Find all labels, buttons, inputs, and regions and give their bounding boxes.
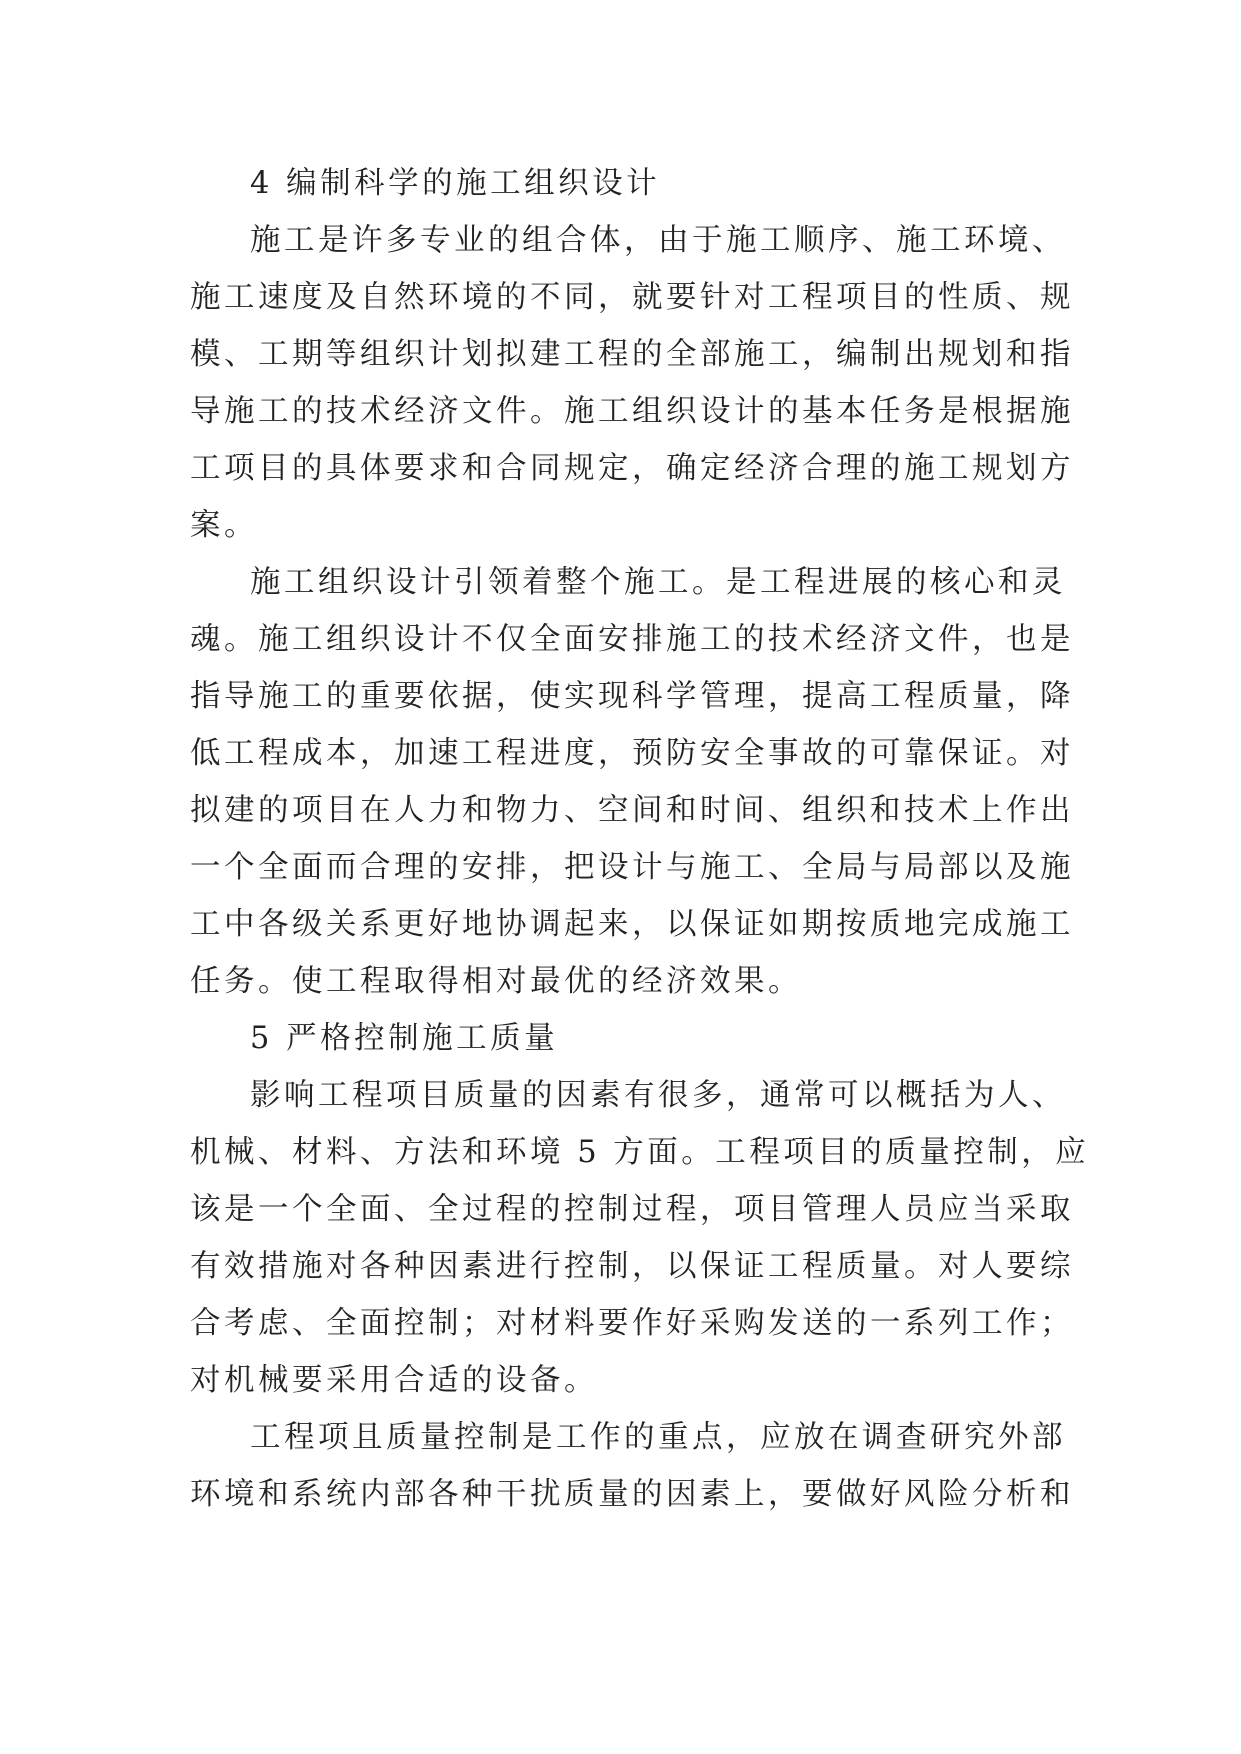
section-4-paragraph-2	[190, 554, 1074, 1010]
paragraph-line: 合考虑、全面控制；对材料要作好采购发送的一系列工作；	[190, 1306, 1074, 1341]
paragraph-line: 施工组织设计引领着整个施工。是工程进展的核心和灵	[250, 565, 1066, 600]
paragraph-line: 导施工的技术经济文件。施工组织设计的基本任务是根据施	[190, 394, 1074, 429]
paragraph-line: 案。	[190, 508, 258, 543]
paragraph-line: 施工是许多专业的组合体，由于施工顺序、施工环境、	[250, 223, 1066, 258]
section-5-paragraph-1	[190, 1067, 1090, 1409]
paragraph-line: 有效措施对各种因素进行控制，以保证工程质量。对人要综	[190, 1249, 1074, 1284]
paragraph-line: 该是一个全面、全过程的控制过程，项目管理人员应当采取	[190, 1192, 1074, 1227]
section-5-paragraph-2	[190, 1409, 1074, 1523]
paragraph-line: 工中各级关系更好地协调起来，以保证如期按质地完成施工	[190, 907, 1074, 942]
paragraph-line: 低工程成本，加速工程进度，预防安全事故的可靠保证。对	[190, 736, 1074, 771]
section-4-heading: 4 编制科学的施工组织设计	[250, 166, 661, 201]
paragraph-line: 指导施工的重要依据，使实现科学管理，提高工程质量，降	[190, 679, 1074, 714]
paragraph-line: 一个全面而合理的安排，把设计与施工、全局与局部以及施	[190, 850, 1074, 885]
paragraph-line: 机械、材料、方法和环境 5 方面。工程项目的质量控制，应	[190, 1135, 1090, 1170]
paragraph-line: 工程项且质量控制是工作的重点，应放在调查研究外部	[250, 1420, 1066, 1455]
section-5-heading: 5 严格控制施工质量	[250, 1021, 559, 1056]
paragraph-line: 拟建的项目在人力和物力、空间和时间、组织和技术上作出	[190, 793, 1074, 828]
paragraph-line: 魂。施工组织设计不仅全面安排施工的技术经济文件，也是	[190, 622, 1074, 657]
paragraph-line: 环境和系统内部各种干扰质量的因素上，要做好风险分析和	[190, 1477, 1074, 1512]
paragraph-line: 模、工期等组织计划拟建工程的全部施工，编制出规划和指	[190, 337, 1074, 372]
document-body	[190, 155, 1090, 1523]
paragraph-line: 对机械要采用合适的设备。	[190, 1363, 598, 1398]
paragraph-line: 施工速度及自然环境的不同，就要针对工程项目的性质、规	[190, 280, 1074, 315]
paragraph-line: 任务。使工程取得相对最优的经济效果。	[190, 964, 802, 999]
paragraph-line: 工项目的具体要求和合同规定，确定经济合理的施工规划方	[190, 451, 1074, 486]
paragraph-line: 影响工程项目质量的因素有很多，通常可以概括为人、	[250, 1078, 1066, 1113]
section-4-paragraph-1	[190, 212, 1074, 554]
